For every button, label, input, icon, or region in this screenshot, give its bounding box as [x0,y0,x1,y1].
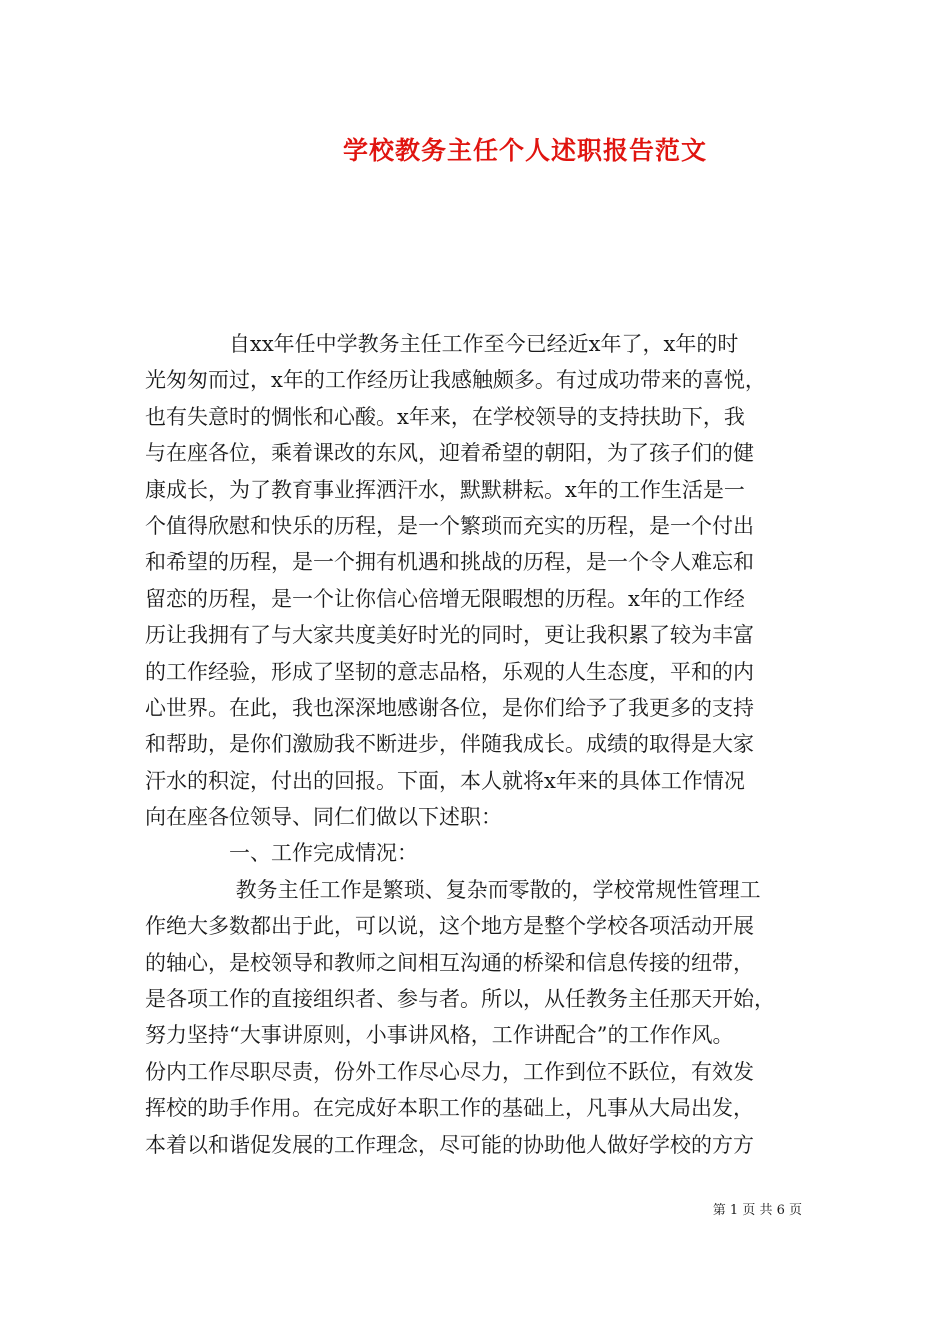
body-line: 作绝大多数都出于此，可以说，这个地方是整个学校各项活动开展 [145,914,754,939]
section-heading: 一、工作完成情况： [145,841,418,866]
body-line: 与在座各位，乘着课改的东风，迎着希望的朝阳，为了孩子们的健 [145,441,754,466]
body-line: 自xx年任中学教务主任工作至今已经近x年了，x年的时 [145,332,739,356]
body-line: 和帮助，是你们激励我不断进步，伴随我成长。成绩的取得是大家 [145,732,754,757]
body-line: 本着以和谐促发展的工作理念，尽可能的协助他人做好学校的方方 [145,1132,754,1157]
body-line: 历让我拥有了与大家共度美好时光的同时，更让我积累了较为丰富 [145,623,754,648]
body-line: 是各项工作的直接组织者、参与者。所以，从任教务主任那天开始， [145,987,775,1012]
body-line: 也有失意时的惆怅和心酸。x年来，在学校领导的支持扶助下，我 [145,404,745,429]
body-line: 和希望的历程，是一个拥有机遇和挑战的历程，是一个令人难忘和 [145,550,754,575]
body-line: 的轴心，是校领导和教师之间相互沟通的桥梁和信息传接的纽带， [145,950,754,975]
page-number: 第 1 页 共 6 页 [712,1203,802,1218]
body-line: 份内工作尽职尽责，份外工作尽心尽力，工作到位不跃位，有效发 [145,1059,754,1084]
body-line: 康成长，为了教育事业挥洒汗水，默默耕耘。x年的工作生活是一 [145,477,745,502]
body-line: 汗水的积淀，付出的回报。下面，本人就将x年来的具体工作情况 [145,768,745,793]
body-line: 光匆匆而过，x年的工作经历让我感触颇多。有过成功带来的喜悦， [145,368,766,393]
body-line: 向在座各位领导、同仁们做以下述职： [145,805,502,830]
body-line: 的工作经验，形成了坚韧的意志品格，乐观的人生态度，平和的内 [145,659,754,684]
body-line: 心世界。在此，我也深深地感谢各位，是你们给予了我更多的支持 [145,695,754,720]
body-line: 努力坚持“大事讲原则，小事讲风格，工作讲配合”的工作作风。 [145,1023,734,1048]
body-line: 个值得欣慰和快乐的历程，是一个繁琐而充实的历程，是一个付出 [145,513,754,538]
document-body [145,326,805,1163]
body-line: 教务主任工作是繁琐、复杂而零散的，学校常规性管理工 [145,877,761,902]
body-line: 挥校的助手作用。在完成好本职工作的基础上，凡事从大局出发， [145,1096,754,1121]
document-title: 学校教务主任个人述职报告范文 [342,136,707,165]
body-line: 留恋的历程，是一个让你信心倍增无限暇想的历程。x年的工作经 [145,586,745,611]
